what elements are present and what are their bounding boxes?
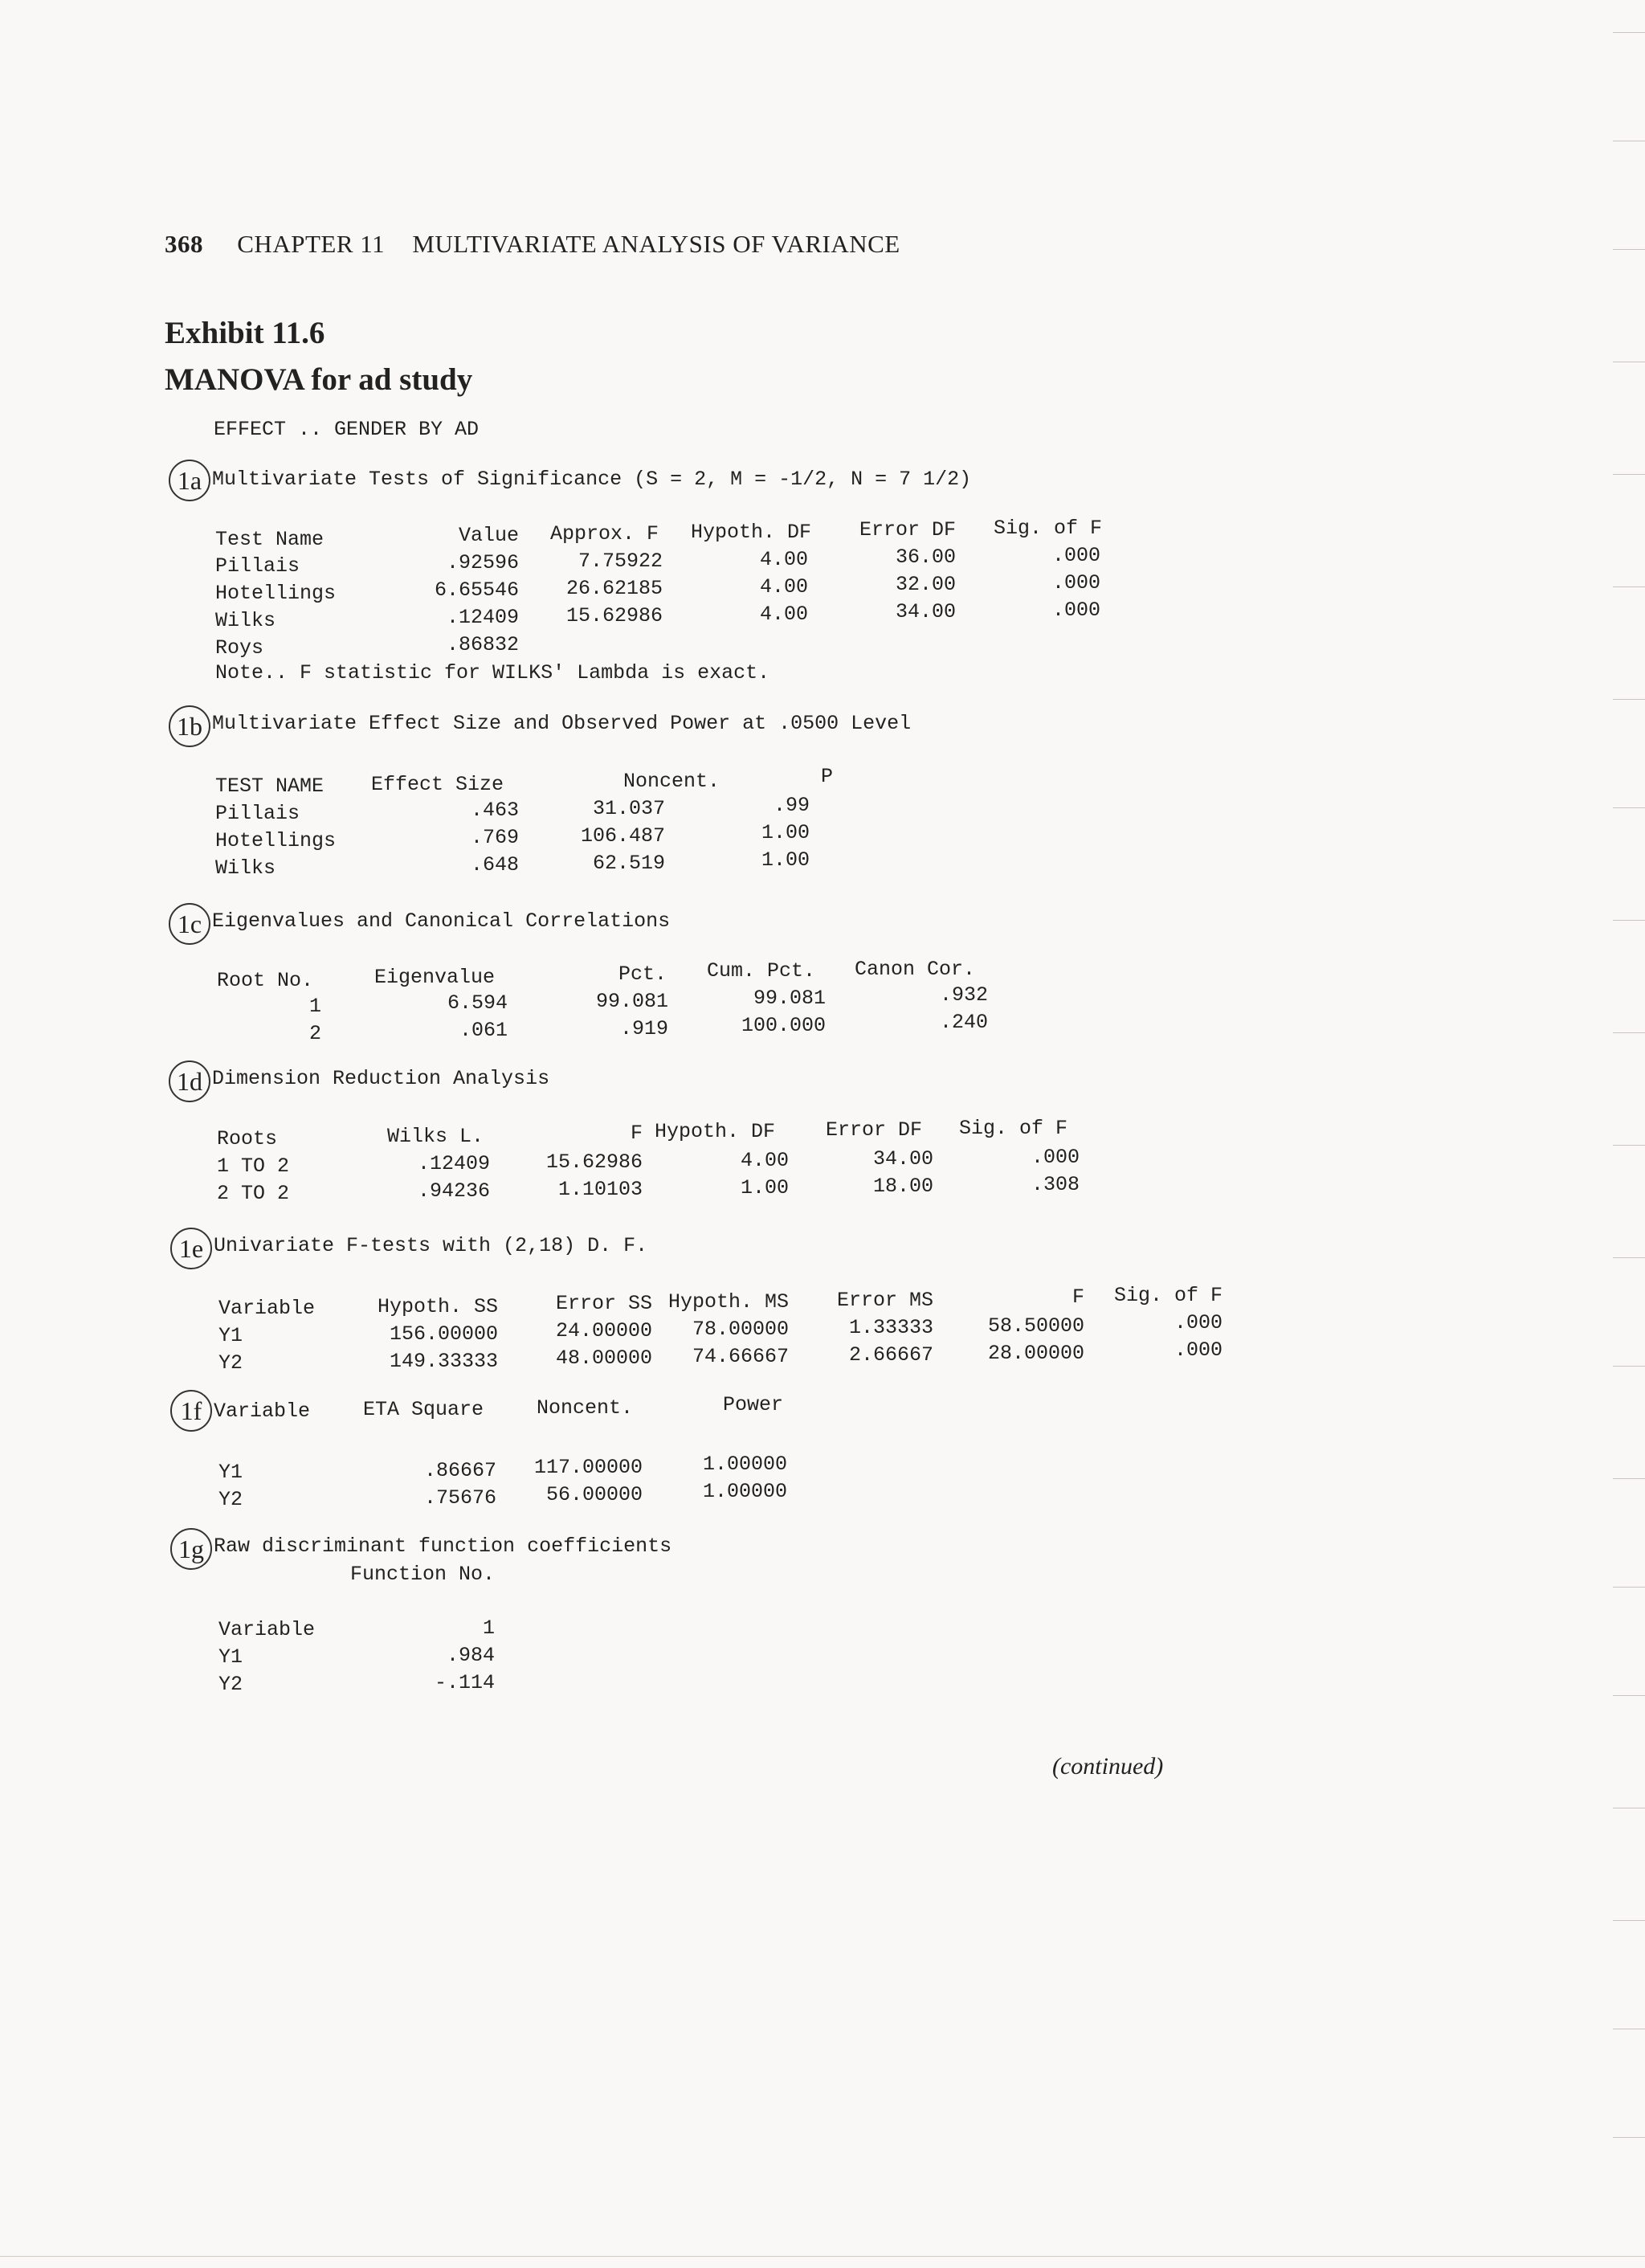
col-header: Variable <box>218 1297 316 1320</box>
col-header: Variable <box>214 1400 311 1423</box>
cell: 6.65546 <box>434 578 519 602</box>
edge-mark <box>1613 2137 1645 2138</box>
cell: Hotellings <box>215 582 337 605</box>
cell: 18.00 <box>872 1175 933 1198</box>
edge-mark <box>1613 1478 1645 1479</box>
col-header: Wilks L. <box>387 1125 484 1148</box>
col-header: Roots <box>217 1127 278 1150</box>
cell: 15.62986 <box>565 604 663 627</box>
marker-1c: 1c <box>169 903 210 945</box>
edge-mark <box>1613 807 1645 808</box>
col-header: ETA Square <box>363 1398 484 1421</box>
col-header: Error DF <box>859 518 956 541</box>
cell: 56.00000 <box>545 1483 643 1506</box>
continued-label: (continued) <box>1052 1753 1164 1780</box>
marker-1d: 1d <box>169 1060 210 1102</box>
cell: .919 <box>619 1017 668 1040</box>
cell: 36.00 <box>895 546 956 569</box>
cell: 74.66667 <box>692 1345 789 1368</box>
cell: 1.00 <box>740 1176 789 1199</box>
cell: .92596 <box>446 551 519 574</box>
cell: Y2 <box>218 1351 243 1375</box>
col-header: Test Name <box>215 528 325 551</box>
cell: .648 <box>470 853 519 877</box>
cell: 6.594 <box>447 991 508 1015</box>
cell: 1.00 <box>761 848 810 872</box>
marker-1b: 1b <box>169 705 210 747</box>
col-header: Approx. F <box>549 522 659 546</box>
cell: Y1 <box>218 1324 243 1347</box>
edge-mark <box>1613 1920 1645 1921</box>
col-header: Hypoth. DF <box>690 521 811 544</box>
exhibit-label: Exhibit 11.6 <box>165 316 325 350</box>
col-header: Effect Size <box>371 773 504 796</box>
effect-line: EFFECT .. GENDER BY AD <box>214 418 480 441</box>
cell: Pillais <box>215 554 300 578</box>
col-header: Variable <box>218 1618 316 1641</box>
cell: 4.00 <box>759 548 808 571</box>
col-header: Power <box>723 1393 784 1416</box>
col-header: Cum. Pct. <box>707 959 816 983</box>
cell: 15.62986 <box>545 1150 643 1174</box>
cell: .308 <box>1031 1173 1080 1196</box>
edge-mark <box>1613 249 1645 250</box>
cell: .000 <box>1174 1311 1223 1334</box>
cell: Pillais <box>215 802 300 825</box>
cell: Hotellings <box>215 829 337 852</box>
cell: .061 <box>459 1019 508 1042</box>
cell: 58.50000 <box>987 1314 1084 1338</box>
table-note: Note.. F statistic for WILKS' Lambda is exact. <box>215 661 770 684</box>
col-header: Pct. <box>618 962 667 986</box>
exhibit-title: MANOVA for ad study <box>165 362 473 397</box>
col-header: Hypoth. DF <box>655 1120 776 1143</box>
cell: 100.000 <box>741 1014 826 1037</box>
section-1b-title: Multivariate Effect Size and Observed Power at .0500 Level <box>212 712 912 735</box>
cell: Y2 <box>218 1673 243 1696</box>
col-header: Noncent. <box>537 1396 634 1420</box>
marker-1e: 1e <box>170 1228 212 1269</box>
marker-1a: 1a <box>169 460 210 501</box>
cell: .12409 <box>417 1152 490 1175</box>
marker-1g: 1g <box>170 1528 212 1570</box>
edge-mark <box>1613 1257 1645 1258</box>
col-header: TEST NAME <box>215 774 325 798</box>
cell: 34.00 <box>872 1147 933 1171</box>
col-header: P <box>821 765 834 788</box>
cell: .000 <box>1051 599 1100 622</box>
edge-mark <box>1613 32 1645 33</box>
cell: 156.00000 <box>389 1322 498 1346</box>
section-1e-title: Univariate F-tests with (2,18) D. F. <box>214 1234 648 1257</box>
chapter-label: CHAPTER 11 <box>237 230 386 258</box>
cell: .75676 <box>423 1486 496 1510</box>
cell: Roys <box>215 636 264 660</box>
col-header: Canon Cor. <box>855 958 976 981</box>
cell: 117.00000 <box>533 1456 643 1479</box>
col-header: Hypoth. SS <box>377 1295 498 1318</box>
cell: 26.62185 <box>565 577 663 600</box>
cell: 2 TO 2 <box>217 1182 290 1205</box>
scan-bottom-edge <box>0 2256 1645 2257</box>
cell: 99.081 <box>753 987 826 1010</box>
col-header: Hypoth. MS <box>667 1290 789 1314</box>
cell: 7.75922 <box>578 550 663 573</box>
edge-mark <box>1613 1587 1645 1588</box>
cell: Y2 <box>218 1488 243 1511</box>
cell: 32.00 <box>895 573 956 596</box>
edge-mark <box>1613 920 1645 921</box>
chapter-title: MULTIVARIATE ANALYSIS OF VARIANCE <box>412 230 900 258</box>
cell: 1.00000 <box>702 1480 787 1503</box>
edge-mark <box>1613 1695 1645 1696</box>
cell: 1.10103 <box>557 1178 643 1201</box>
cell: 4.00 <box>759 603 808 626</box>
cell: .932 <box>939 983 988 1007</box>
col-header: Sig. of F <box>1113 1284 1223 1307</box>
cell: 1.33333 <box>848 1316 933 1339</box>
cell: .94236 <box>417 1179 490 1203</box>
cell: .12409 <box>446 606 519 629</box>
cell: 1 <box>308 995 321 1018</box>
cell: 78.00000 <box>692 1318 789 1341</box>
section-1a-title: Multivariate Tests of Significance (S = 2, M = -1/2, N = 7 1/2) <box>212 468 972 491</box>
cell: 1.00 <box>761 821 810 844</box>
section-1g-title: Raw discriminant function coefficients <box>214 1534 672 1558</box>
cell: Wilks <box>215 856 276 880</box>
cell: .000 <box>1051 544 1100 567</box>
edge-mark <box>1613 586 1645 587</box>
col-header: Eigenvalue <box>374 966 496 989</box>
cell: 34.00 <box>895 600 956 623</box>
cell: Y1 <box>218 1461 243 1484</box>
section-1c-title: Eigenvalues and Canonical Correlations <box>212 909 671 933</box>
cell: 24.00000 <box>555 1319 652 1342</box>
cell: 106.487 <box>580 824 665 848</box>
col-header: Noncent. <box>623 770 720 793</box>
cell: 48.00000 <box>555 1346 652 1370</box>
cell: 1.00000 <box>702 1453 787 1476</box>
edge-mark <box>1613 1145 1645 1146</box>
col-header: Sig. of F <box>959 1117 1068 1140</box>
edge-mark <box>1613 1032 1645 1033</box>
col-header: Error DF <box>826 1118 923 1142</box>
cell: .000 <box>1174 1338 1223 1362</box>
col-header: 1 <box>482 1616 495 1640</box>
cell: 31.037 <box>592 797 665 820</box>
cell: 2 <box>308 1022 321 1045</box>
col-header: F <box>630 1122 643 1145</box>
edge-mark <box>1613 1366 1645 1367</box>
cell: .86832 <box>446 633 519 656</box>
section-1g-subtitle: Function No. <box>350 1563 496 1586</box>
cell: .86667 <box>423 1459 496 1482</box>
page-number: 368 <box>165 230 203 258</box>
cell: 4.00 <box>759 575 808 599</box>
col-header: Error MS <box>836 1289 933 1312</box>
cell: 4.00 <box>740 1149 789 1172</box>
cell: .984 <box>446 1644 495 1667</box>
cell: 1 TO 2 <box>217 1154 290 1178</box>
cell: -.114 <box>434 1671 495 1694</box>
cell: .769 <box>470 826 519 849</box>
cell: .000 <box>1051 571 1100 595</box>
section-1d-title: Dimension Reduction Analysis <box>212 1067 550 1090</box>
cell: Y1 <box>218 1645 243 1669</box>
cell: 2.66667 <box>848 1343 933 1367</box>
edge-mark <box>1613 474 1645 475</box>
cell: Wilks <box>215 609 276 632</box>
cell: 99.081 <box>595 990 668 1013</box>
cell: 62.519 <box>592 852 665 875</box>
col-header: F <box>1071 1285 1084 1309</box>
cell: .240 <box>939 1011 988 1034</box>
cell: 149.33333 <box>389 1350 498 1373</box>
col-header: Error SS <box>555 1292 652 1315</box>
col-header: Value <box>458 524 519 547</box>
marker-1f: 1f <box>170 1390 212 1432</box>
cell: .99 <box>773 794 810 817</box>
edge-mark <box>1613 699 1645 700</box>
col-header: Sig. of F <box>993 517 1102 540</box>
cell: .000 <box>1031 1146 1080 1169</box>
cell: .463 <box>470 799 519 822</box>
col-header: Root No. <box>217 969 314 992</box>
running-header <box>165 230 900 259</box>
cell: 28.00000 <box>987 1342 1084 1365</box>
